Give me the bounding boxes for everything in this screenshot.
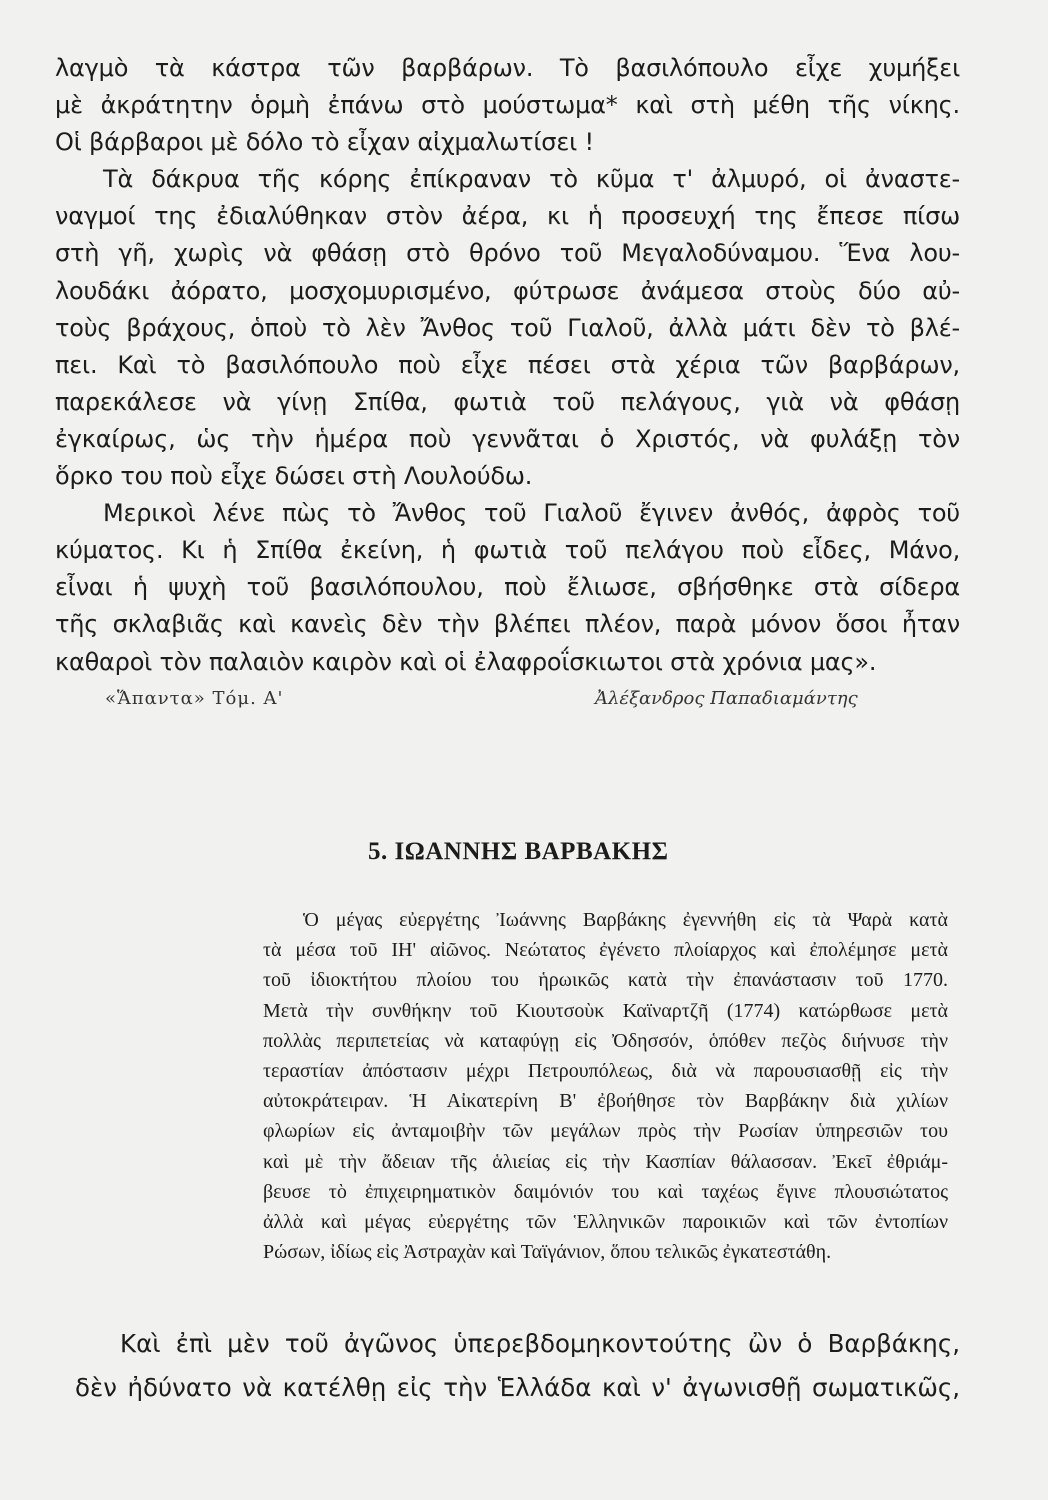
text-line: Μετὰ τὴν συνθήκην τοῦ Κιουτσοὺκ Καϊναρτζῆ (1774) κατώρθωσε μετὰ [263,999,948,1022]
text-line: αὐτοκράτειραν. Ἡ Αἰκατερίνη Β' ἐβοήθησε τὸν Βαρβάκην διὰ χιλίων [263,1090,948,1113]
text-line: καθαροὶ τὸν παλαιὸν καιρὸν καὶ οἱ ἐλαφροΐσκιωτοι στὰ χρόνια μας». [55,647,877,676]
text-line: Οἱ βάρβαροι μὲ δόλο τὸ εἶχαν αἰχμαλωτίσει ! [55,128,594,157]
text-line: τοὺς βράχους, ὁποὺ τὸ λὲν Ἄνθος τοῦ Γιαλοῦ, ἀλλὰ μάτι δὲν τὸ βλέ- [55,313,960,342]
paragraph-3 [55,495,960,680]
text-line: Καὶ ἐπὶ μὲν τοῦ ἀγῶνος ὑπερεβδομηκοντούτης ὢν ὁ Βαρβάκης, [120,1329,960,1358]
text-line: κύματος. Κι ἡ Σπίθα ἐκείνη, ἡ φωτιὰ τοῦ πελάγου ποὺ εἶδες, Μάνο, [55,536,960,565]
text-line: βευσε τὸ ἐπιχειρηματικὸν δαιμόνιόν του καὶ ταχέως ἔγινε πλουσιώτατος [263,1180,948,1203]
text-line: Μερικοὶ λένε πὼς τὸ Ἄνθος τοῦ Γιαλοῦ ἔγινεν ἀνθός, ἀφρὸς τοῦ [103,499,960,528]
text-line: καὶ μὲ τὴν ἄδειαν τῆς ἁλιείας εἰς τὴν Κασπίαν θάλασσαν. Ἐκεῖ ἐθριάμ- [263,1150,948,1173]
text-line: στὴ γῆ, χωρὶς νὰ φθάσῃ στὸ θρόνο τοῦ Μεγαλοδύναμου. Ἕνα λου- [55,239,960,268]
text-line: τῆς σκλαβιᾶς καὶ κανεὶς δὲν τὴν βλέπει πλέον, παρὰ μόνον ὅσοι ἦταν [55,610,960,639]
section-heading: 5. ΙΩΑΝΝΗΣ ΒΑΡΒΑΚΗΣ [368,838,669,865]
text-line: λουδάκι ἀόρατο, μοσχομυρισμένο, φύτρωσε ἀνάμεσα στοὺς δύο αὐ- [55,276,960,305]
text-line: μὲ ἀκράτητην ὁρμὴ ἐπάνω στὸ μούστωμα* καὶ στὴ μέθη τῆς νίκης. [55,91,960,120]
text-line: τὰ μέσα τοῦ ΙΗ' αἰῶνος. Νεώτατος ἐγένετο πλοίαρχος καὶ ἐπολέμησε μετὰ [263,939,948,962]
text-line: ἐγκαίρως, ὡς τὴν ἡμέρα ποὺ γεννᾶται ὁ Χριστός, νὰ φυλάξῃ τὸν [55,424,960,453]
biography-paragraph [263,905,948,1267]
text-line: ὅρκο του ποὺ εἶχε δώσει στὴ Λουλούδω. [55,462,533,491]
text-line: Ὁ μέγας εὐεργέτης Ἰωάννης Βαρβάκης ἐγεννήθη εἰς τὰ Ψαρὰ κατὰ [303,909,948,931]
text-line: φλωρίων εἰς ἀνταμοιβὴν τῶν μεγάλων πρὸς τὴν Ρωσίαν ὑπηρεσιῶν του [263,1120,948,1143]
text-line: ναγμοί της ἐδιαλύθηκαν στὸν ἀέρα, κι ἡ προσευχή της ἔπεσε πίσω [55,202,960,231]
text-line: ἀλλὰ καὶ μέγας εὐεργέτης τῶν Ἑλληνικῶν παροικιῶν καὶ τῶν ἐντοπίων [263,1210,948,1233]
story-text [55,50,960,681]
text-line: λαγμὸ τὰ κάστρα τῶν βαρβάρων. Τὸ βασιλόπουλο εἶχε χυμήξει [55,54,960,82]
text-line: πολλὰς περιπετείας νὰ καταφύγῃ εἰς Ὀδησσόν, ὁπόθεν πεζὸς διήνυσε τὴν [263,1029,948,1052]
text-line: εἶναι ἡ ψυχὴ τοῦ βασιλόπουλου, ποὺ ἔλιωσε, σβήσθηκε στὰ σίδερα [55,573,960,602]
citation-source: «Ἅπαντα» Τόμ. Α' [105,688,284,709]
paragraph-2 [55,161,960,495]
closing-paragraph [75,1322,960,1410]
paragraph-1 [55,50,960,161]
text-line: τεραστίαν ἀπόστασιν μέχρι Πετρουπόλεως, διὰ νὰ παρουσιασθῇ εἰς τὴν [263,1059,948,1082]
text-line: Τὰ δάκρυα τῆς κόρης ἐπίκραναν τὸ κῦμα τ' ἀλμυρό, οἱ ἀναστε- [103,165,960,194]
text-line: πει. Καὶ τὸ βασιλόπουλο ποὺ εἶχε πέσει στὰ χέρια τῶν βαρβάρων, [55,350,960,379]
text-line: τοῦ ἰδιοκτήτου πλοίου του ἡρωικῶς κατὰ τὴν ἐπανάστασιν τοῦ 1770. [263,969,948,992]
citation-author: Ἀλέξανδρος Παπαδιαμάντης [595,688,858,709]
text-line: δὲν ἠδύνατο νὰ κατέλθῃ εἰς τὴν Ἑλλάδα καὶ ν' ἀγωνισθῇ σωματικῶς, [75,1373,960,1402]
text-line: παρεκάλεσε νὰ γίνῃ Σπίθα, φωτιὰ τοῦ πελάγους, γιὰ νὰ φθάσῃ [55,387,960,416]
text-line: Ρώσων, ἰδίως εἰς Ἀστραχὰν καὶ Ταϊγάνιον, ὅπου τελικῶς ἐγκατεστάθη. [263,1241,832,1264]
